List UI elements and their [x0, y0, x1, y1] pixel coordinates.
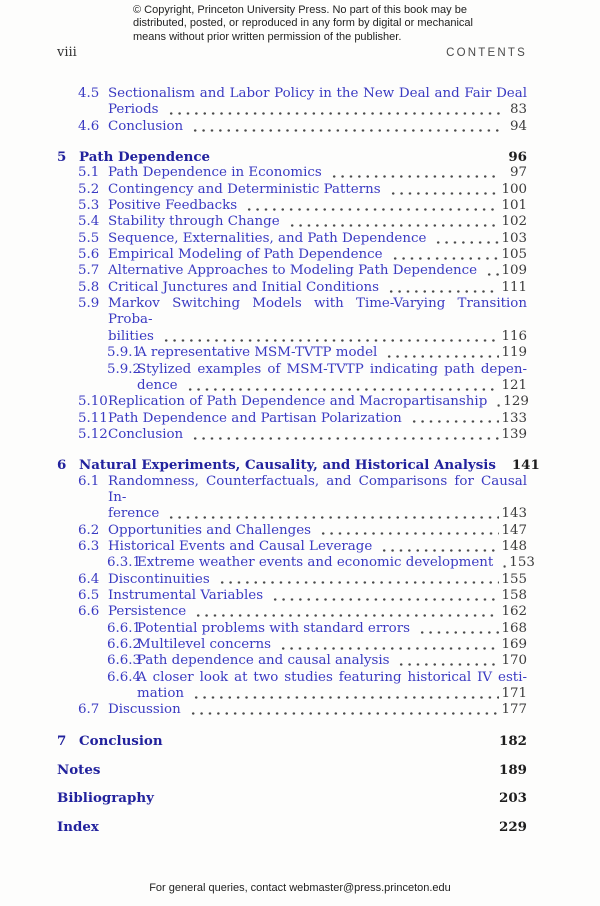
- toc-entry-number: 6.6.4: [107, 669, 142, 685]
- toc-entry-number: 6: [57, 457, 67, 474]
- toc-entry-6-3[interactable]: [57, 539, 527, 555]
- toc-entry-page: 94: [509, 118, 527, 134]
- toc-entry-title-continued: mation: [137, 686, 185, 702]
- toc-entry-page: 116: [501, 328, 527, 344]
- toc-entry-title: Path Dependence in Economics: [108, 165, 322, 181]
- toc-entry-body: [108, 588, 527, 604]
- dot-leader: [106, 762, 497, 778]
- toc-entry-body: [108, 263, 527, 279]
- toc-entry-body: [108, 86, 527, 119]
- toc-entry-title: Discussion: [108, 702, 181, 718]
- toc-entry-page: 168: [501, 620, 527, 636]
- toc-entry-body: [137, 653, 527, 669]
- toc-entry-title: Persistence: [108, 604, 187, 620]
- toc-entry-page: 141: [511, 457, 540, 474]
- toc-entry-number: 5.9: [78, 296, 100, 312]
- dot-leader: [187, 702, 500, 718]
- toc-entry-body: [79, 149, 527, 165]
- toc-entry-page: 155: [501, 571, 527, 587]
- dot-leader: [169, 733, 497, 749]
- toc-entry-title: A closer look at two studies featuring historical IV esti-: [137, 669, 527, 685]
- dot-leader: [189, 427, 499, 443]
- toc-entry-number: 6.1: [78, 473, 100, 489]
- toc-entry-page: 111: [501, 279, 527, 295]
- toc-entry-title-continued: dence: [137, 377, 178, 393]
- toc-entry-page: 129: [503, 394, 529, 410]
- dot-leader: [483, 263, 499, 279]
- toc-entry-page: 119: [501, 345, 527, 361]
- toc-entry-body: [108, 280, 527, 296]
- toc-entry-page: 203: [499, 790, 527, 807]
- dot-leader: [286, 214, 500, 230]
- toc-entry-number: 5.9.1: [107, 345, 142, 361]
- toc-entry-6-4[interactable]: [57, 572, 527, 588]
- toc-entry-title-continued: bilities: [108, 328, 154, 344]
- toc-entry-6-2[interactable]: [57, 523, 527, 539]
- dot-leader: [243, 198, 499, 214]
- toc-entry-body: [108, 394, 527, 410]
- toc-entry-5-8[interactable]: [57, 280, 527, 296]
- dot-leader: [383, 345, 499, 361]
- toc-entry-body: [108, 539, 527, 555]
- dot-leader: [387, 182, 500, 198]
- dot-leader: [416, 621, 499, 637]
- toc-entry-page: 148: [501, 538, 527, 554]
- dot-leader: [502, 457, 510, 473]
- toc-entry-title: Contingency and Deterministic Patterns: [108, 181, 381, 197]
- toc-entry-number: 6.5: [78, 587, 100, 603]
- copyright-line: © Copyright, Princeton University Press. No part of this book may be: [133, 4, 467, 16]
- toc-entry-5-2[interactable]: [57, 182, 527, 198]
- toc-entry-title: Empirical Modeling of Path Dependence: [108, 247, 383, 263]
- toc-entry-5-6[interactable]: [57, 247, 527, 263]
- toc-entry-title: Notes: [57, 761, 101, 778]
- toc-entry-number: 5: [57, 149, 67, 166]
- toc-entry-number: 5.8: [78, 279, 100, 295]
- toc-entry-title: Conclusion: [79, 732, 163, 749]
- toc-entry-title: Replication of Path Dependence and Macropartisanship: [108, 394, 488, 410]
- toc-entry-number: 4.5: [78, 86, 100, 101]
- toc-entry-title: Bibliography: [57, 790, 154, 807]
- toc-entry-body: [79, 457, 540, 474]
- dot-leader: [216, 572, 500, 588]
- toc-entry-number: 5.1: [78, 165, 100, 181]
- toc-entry-number: 4.6: [78, 118, 100, 134]
- toc-entry-7[interactable]: [57, 733, 527, 749]
- toc-entry-body: [137, 362, 527, 395]
- toc-entry-5-1[interactable]: [57, 165, 527, 181]
- toc-entry-page: 162: [501, 604, 527, 620]
- toc-entry-number: 6.3.1: [107, 555, 142, 571]
- toc-entry-body: [137, 621, 527, 637]
- toc-entry-title: Positive Feedbacks: [108, 198, 238, 214]
- copyright-line: distributed, posted, or reproduced in any form by digital or mechanical: [133, 17, 473, 30]
- toc-entry-title: Sectionalism and Labor Policy in the New Deal and Fair Deal: [108, 86, 527, 101]
- toc-entry-body: [108, 247, 527, 263]
- toc-entry-body: [137, 670, 527, 703]
- toc-entry-number: 6.6.2: [107, 637, 142, 652]
- dot-leader: [190, 686, 499, 702]
- toc-entry-body: [108, 296, 527, 345]
- toc-entry-title: Extreme weather events and economic development: [137, 555, 494, 571]
- toc-entry-title: Markov Switching Models with Time-Varying Transition Proba-: [108, 296, 527, 328]
- toc-entry-title: Path Dependence and Partisan Polarization: [108, 410, 402, 426]
- toc-entry-page: 189: [499, 761, 527, 778]
- toc-entry-body: [108, 198, 527, 214]
- toc-entry-body: [79, 733, 527, 749]
- dot-leader: [389, 247, 500, 263]
- toc-entry-page: 96: [508, 149, 527, 166]
- toc-entry-6[interactable]: [57, 457, 540, 474]
- toc-entry-5-12[interactable]: [57, 427, 527, 443]
- toc-entry-page: 229: [499, 819, 527, 836]
- toc-entry-5-5[interactable]: [57, 231, 527, 247]
- toc-entry-number: 6.6.3: [107, 653, 142, 669]
- toc-entry-5-11[interactable]: [57, 411, 527, 427]
- toc-entry-body: [108, 182, 527, 198]
- dot-leader: [192, 604, 499, 620]
- toc-entry-title: Conclusion: [108, 426, 184, 442]
- toc-entry-body: [137, 345, 527, 361]
- toc-entry-page: 109: [501, 263, 527, 279]
- toc-entry-title-continued: ference: [108, 506, 160, 522]
- toc-entry-body: [108, 572, 527, 588]
- dot-leader: [432, 231, 499, 247]
- toc-entry-body: [108, 702, 527, 718]
- toc-entry-5-9-1[interactable]: [57, 345, 527, 361]
- toc-entry-body: [57, 819, 527, 835]
- dot-leader: [277, 637, 499, 653]
- toc-entry-page: 158: [501, 587, 527, 603]
- toc-entry-6-6-3[interactable]: [57, 653, 527, 669]
- dot-leader: [269, 588, 499, 604]
- toc-entry-body: [108, 427, 527, 443]
- toc-entry-title: Alternative Approaches to Modeling Path Dependence: [108, 263, 478, 279]
- toc-entry-4-6[interactable]: [57, 119, 527, 135]
- dot-leader: [395, 653, 499, 669]
- toc-entry-page: 97: [509, 165, 527, 181]
- toc-entry-body: [57, 762, 527, 778]
- toc-entry-number: 5.5: [78, 230, 100, 246]
- toc-entry-page: 83: [509, 102, 527, 118]
- toc-entry-6-6-1[interactable]: [57, 621, 527, 637]
- toc-entry-page: 100: [501, 181, 527, 197]
- toc-entry-title: Discontinuities: [108, 571, 210, 587]
- toc-entry-title: Index: [57, 819, 99, 836]
- copyright-line: means without prior written permission of the publisher.: [133, 30, 402, 43]
- toc-entry-4-5[interactable]: [57, 86, 527, 119]
- dot-leader: [493, 394, 501, 410]
- toc-entry-number: 5.4: [78, 214, 100, 230]
- dot-leader: [328, 165, 500, 181]
- toc-entry-title: Sequence, Externalities, and Path Dependence: [108, 230, 427, 246]
- toc-entry-title-continued: Periods: [108, 102, 159, 118]
- running-title: CONTENTS: [446, 47, 527, 59]
- toc-entry-number: 5.9.2: [107, 361, 142, 377]
- toc-entry-body: [108, 231, 527, 247]
- toc-entry-body: [108, 474, 527, 523]
- toc-entry-number: 6.6.1: [107, 620, 142, 636]
- running-head: [57, 45, 527, 60]
- toc-entry-index[interactable]: [57, 819, 527, 835]
- toc-entry-page: 170: [501, 653, 527, 669]
- dot-leader: [184, 378, 500, 394]
- folio-page-number: viii: [57, 45, 77, 60]
- toc-entry-page: 103: [501, 230, 527, 246]
- toc-entry-body: [108, 523, 527, 539]
- toc-entry-body: [108, 411, 527, 427]
- toc-entry-number: 5.3: [78, 198, 100, 214]
- toc-entry-page: 139: [501, 426, 527, 442]
- toc-entry-title: Randomness, Counterfactuals, and Comparisons for Causal In-: [108, 473, 527, 505]
- dot-leader: [385, 280, 499, 296]
- copyright-notice: [133, 4, 473, 44]
- table-of-contents: [57, 86, 540, 836]
- toc-entry-number: 5.6: [78, 247, 100, 263]
- toc-entry-5-9[interactable]: [57, 296, 527, 345]
- toc-entry-title: Multilevel concerns: [137, 637, 272, 652]
- toc-entry-bibliography[interactable]: [57, 790, 527, 806]
- toc-entry-title: Path dependence and causal analysis: [137, 653, 390, 669]
- toc-entry-5-7[interactable]: [57, 263, 527, 279]
- toc-entry-notes[interactable]: [57, 762, 527, 778]
- toc-entry-title: Opportunities and Challenges: [108, 522, 311, 538]
- toc-entry-body: [108, 604, 527, 620]
- toc-entry-body: [108, 165, 527, 181]
- toc-entry-number: 5.10: [78, 394, 108, 410]
- toc-entry-5[interactable]: [57, 149, 527, 165]
- toc-entry-5-4[interactable]: [57, 214, 527, 230]
- toc-entry-title: Instrumental Variables: [108, 587, 264, 603]
- toc-entry-6-7[interactable]: [57, 702, 527, 718]
- toc-entry-title: Path Dependence: [79, 149, 211, 166]
- toc-entry-6-6[interactable]: [57, 604, 527, 620]
- toc-entry-page: 147: [501, 522, 527, 538]
- toc-entry-page: 121: [501, 377, 527, 393]
- toc-entry-title: Natural Experiments, Causality, and Historical Analysis: [79, 457, 496, 474]
- toc-entry-6-1[interactable]: [57, 474, 527, 523]
- toc-entry-body: [108, 119, 527, 135]
- toc-entry-number: 5.7: [78, 263, 100, 279]
- toc-entry-page: 102: [501, 214, 527, 230]
- dot-leader: [160, 790, 497, 806]
- toc-entry-title: Stylized examples of MSM-TVTP indicating path depen-: [137, 361, 527, 377]
- dot-leader: [189, 119, 500, 135]
- toc-entry-title: Conclusion: [108, 118, 184, 134]
- toc-entry-number: 5.2: [78, 181, 100, 197]
- toc-entry-6-6-4[interactable]: [57, 670, 527, 703]
- toc-entry-page: 169: [501, 637, 527, 652]
- toc-entry-page: 133: [501, 410, 527, 426]
- toc-entry-page: 101: [501, 198, 527, 214]
- toc-entry-title: Stability through Change: [108, 214, 280, 230]
- dot-leader: [160, 329, 500, 345]
- footer-query-note: For general queries, contact webmaster@press.princeton.edu: [149, 882, 451, 894]
- toc-entry-title: Critical Junctures and Initial Conditions: [108, 279, 380, 295]
- toc-entry-number: 5.11: [78, 410, 108, 426]
- toc-entry-number: 5.12: [78, 426, 108, 442]
- toc-entry-body: [137, 555, 535, 571]
- dot-leader: [165, 102, 500, 118]
- toc-entry-number: 6.7: [78, 702, 100, 718]
- toc-entry-6-5[interactable]: [57, 588, 527, 604]
- toc-entry-number: 6.3: [78, 538, 100, 554]
- dot-leader: [105, 819, 497, 835]
- dot-leader: [317, 523, 499, 539]
- toc-entry-5-10[interactable]: [57, 394, 527, 410]
- toc-entry-title: Historical Events and Causal Leverage: [108, 538, 373, 554]
- dot-leader: [216, 149, 500, 165]
- toc-entry-5-9-2[interactable]: [57, 362, 527, 395]
- toc-entry-title: Potential problems with standard errors: [137, 620, 410, 636]
- toc-entry-6-6-2[interactable]: [57, 637, 527, 653]
- toc-entry-body: [108, 214, 527, 230]
- toc-entry-body: [57, 790, 527, 806]
- dot-leader: [378, 539, 499, 555]
- toc-entry-page: 182: [499, 732, 527, 749]
- dot-leader: [499, 555, 507, 571]
- toc-entry-number: 7: [57, 732, 67, 749]
- toc-entry-number: 6.2: [78, 522, 100, 538]
- toc-entry-page: 153: [509, 555, 535, 571]
- toc-entry-title: A representative MSM-TVTP model: [137, 345, 378, 361]
- toc-entry-page: 143: [501, 506, 527, 522]
- toc-entry-page: 177: [501, 702, 527, 718]
- dot-leader: [408, 411, 500, 427]
- toc-entry-number: 6.4: [78, 571, 100, 587]
- toc-entry-5-3[interactable]: [57, 198, 527, 214]
- toc-entry-body: [137, 637, 527, 653]
- toc-entry-6-3-1[interactable]: [57, 555, 535, 571]
- dot-leader: [165, 506, 499, 522]
- toc-entry-number: 6.6: [78, 604, 100, 620]
- toc-entry-page: 105: [501, 247, 527, 263]
- toc-entry-page: 171: [501, 686, 527, 702]
